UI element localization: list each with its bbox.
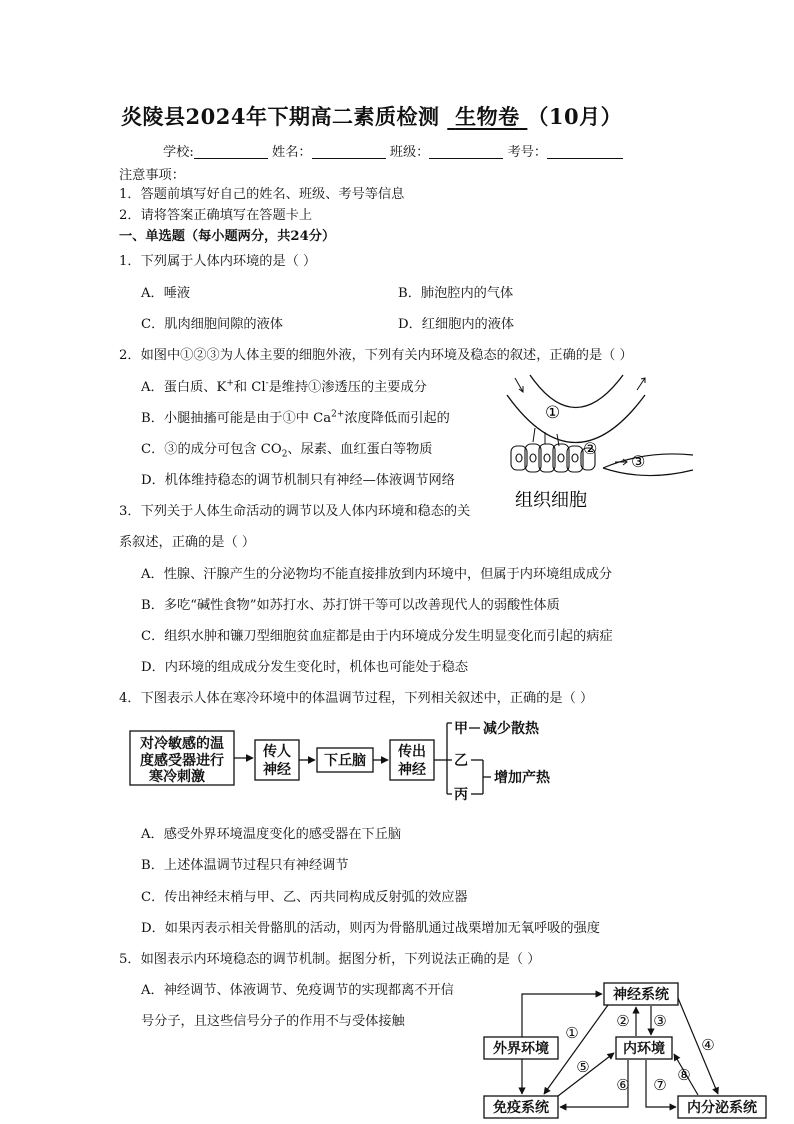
notes-item-1: 1．答题前填写好自己的姓名、班级、考号等信息 xyxy=(119,187,405,202)
q4-option-d: D．如果丙表示相关骨骼肌的活动，则丙为骨骼肌通过战栗增加无氧呼吸的强度 xyxy=(141,921,600,936)
capillary-outer-curve xyxy=(507,395,645,443)
q3-option-d: D．内环境的组成成分发生变化时，机体也可能处于稳态 xyxy=(141,660,469,675)
title-subject: 生物卷 xyxy=(455,104,520,129)
q5-stem: 5．如图表示内环境稳态的调节机制。据图分析，下列说法正确的是（ ） xyxy=(119,952,541,967)
q5-option-a-line2: 号分子，且这些信号分子的作用不与受体接触 xyxy=(141,1014,405,1029)
student-info-line xyxy=(163,141,623,160)
page-title xyxy=(121,101,622,131)
internal-env-label: 内环境 xyxy=(623,1041,665,1057)
q3-option-b: B．多吃“碱性食物”如苏打水、苏打饼干等可以改善现代人的弱酸性体质 xyxy=(141,598,560,613)
arrow-label-6: ⑥ xyxy=(616,1076,630,1094)
nervous-system-label: 神经系统 xyxy=(613,987,669,1003)
q4-option-a: A．感受外界环境温度变化的感受器在下丘脑 xyxy=(141,827,402,842)
effector-jia: 甲 xyxy=(454,721,468,737)
q2-figure xyxy=(495,370,695,520)
effector-bing: 丙 xyxy=(454,787,468,803)
q1-option-b: B．肺泡腔内的气体 xyxy=(398,286,514,301)
q2-option-b: B．小腿抽搐可能是由于①中 $Ca^{2+}$浓度降低而引起的 xyxy=(141,409,450,426)
section-title: 一、单选题（每小题两分，共24分） xyxy=(119,229,336,244)
class-label: 班级： xyxy=(389,145,430,160)
hypothalamus-label: 下丘脑 xyxy=(324,753,366,769)
circle-1-label: ① xyxy=(545,403,561,423)
q1-option-a: A．唾液 xyxy=(141,286,191,301)
flow-arrow-right xyxy=(637,378,645,390)
q1-stem: 1．下列属于人体内环境的是（ ） xyxy=(119,254,317,269)
external-env-label: 外界环境 xyxy=(493,1041,549,1057)
capillary-inner-curve xyxy=(530,375,623,408)
q2-option-c: C．③的成分可包含 $CO_2$、尿素、血红蛋白等物质 xyxy=(141,442,433,460)
q1-option-c: C．肌肉细胞间隙的液体 xyxy=(141,317,283,332)
q3-stem-line2: 系叙述，正确的是（ ） xyxy=(119,535,256,550)
q5-figure xyxy=(478,978,770,1122)
efferent-line-1: 传出 xyxy=(398,744,426,760)
arrow-label-5: ⑤ xyxy=(576,1058,590,1076)
lymph-vessel-top xyxy=(603,454,693,468)
exam-number-blank[interactable] xyxy=(547,144,623,159)
exam-number-label: 考号： xyxy=(507,145,548,160)
q3-stem-line1: 3．下列关于人体生命活动的调节以及人体内环境和稳态的关 xyxy=(119,504,471,519)
class-blank[interactable] xyxy=(429,144,503,159)
circle-3-label: ③ xyxy=(631,452,646,471)
receptor-line-2: 度感受器进行 xyxy=(140,753,224,769)
q2-option-d: D．机体维持稳态的调节机制只有神经—体液调节网络 xyxy=(141,473,455,488)
q1-option-d: D．红细胞内的液体 xyxy=(398,317,515,332)
q5-option-a-line1: A．神经调节、体液调节、免疫调节的实现都离不开信 xyxy=(141,983,454,998)
q3-option-a: A．性腺、汗腺产生的分泌物均不能直接排放到内环境中，但属于内环境组成成分 xyxy=(141,567,613,582)
output-increase-heat: 增加产热 xyxy=(494,770,550,786)
arrow-label-7: ⑦ xyxy=(653,1076,667,1094)
q3-option-c: C．组织水肿和镰刀型细胞贫血症都是由于内环境成分发生明显变化而引起的病症 xyxy=(141,629,613,644)
tissue-cell-label: 组织细胞 xyxy=(515,490,587,511)
q4-figure xyxy=(125,718,585,808)
school-blank[interactable] xyxy=(194,144,268,159)
arrow-label-4: ④ xyxy=(701,1036,715,1054)
q2-stem: 2．如图中①②③为人体主要的细胞外液，下列有关内环境及稳态的叙述，正确的是（ ） xyxy=(119,348,633,363)
arrow-label-1: ① xyxy=(565,1024,579,1042)
name-label: 姓名： xyxy=(272,145,312,160)
receptor-line-3: 寒冷刺激 xyxy=(149,769,205,785)
q2-option-a: A．蛋白质、K+和 Cl-是维持①渗透压的主要成分 xyxy=(141,378,427,395)
notes-item-2: 2．请将答案正确填写在答题卡上 xyxy=(119,208,313,223)
school-label: 学校: xyxy=(163,145,194,160)
immune-system-label: 免疫系统 xyxy=(493,1100,549,1116)
effector-yi: 乙 xyxy=(454,753,468,769)
circle-2-label: ② xyxy=(583,439,598,458)
afferent-line-1: 传人 xyxy=(263,744,291,760)
arrow-label-2: ② xyxy=(616,1012,630,1030)
endocrine-system-label: 内分泌系统 xyxy=(687,1100,757,1116)
q4-stem: 4．下图表示人体在寒冷环境中的体温调节过程，下列相关叙述中，正确的是（ ） xyxy=(119,691,594,706)
afferent-line-2: 神经 xyxy=(263,762,291,778)
arrow-label-8: ⑧ xyxy=(677,1066,691,1084)
arrow-label-3: ③ xyxy=(653,1012,667,1030)
notes-title: 注意事项： xyxy=(119,168,185,183)
efferent-line-2: 神经 xyxy=(398,762,426,778)
lymph-vessel-bottom xyxy=(603,468,693,476)
output-reduce-heat-loss: 减少散热 xyxy=(483,721,539,737)
title-month: （10月） xyxy=(527,104,623,129)
flow-arrow-left xyxy=(515,378,523,392)
q4-option-c: C．传出神经末梢与甲、乙、丙共同构成反射弧的效应器 xyxy=(141,890,468,905)
q4-option-b: B．上述体温调节过程只有神经调节 xyxy=(141,858,349,873)
title-main: 炎陵县2024年下期高二素质检测 xyxy=(121,104,440,129)
name-blank[interactable] xyxy=(312,144,386,159)
receptor-line-1: 对冷敏感的温 xyxy=(140,736,224,752)
